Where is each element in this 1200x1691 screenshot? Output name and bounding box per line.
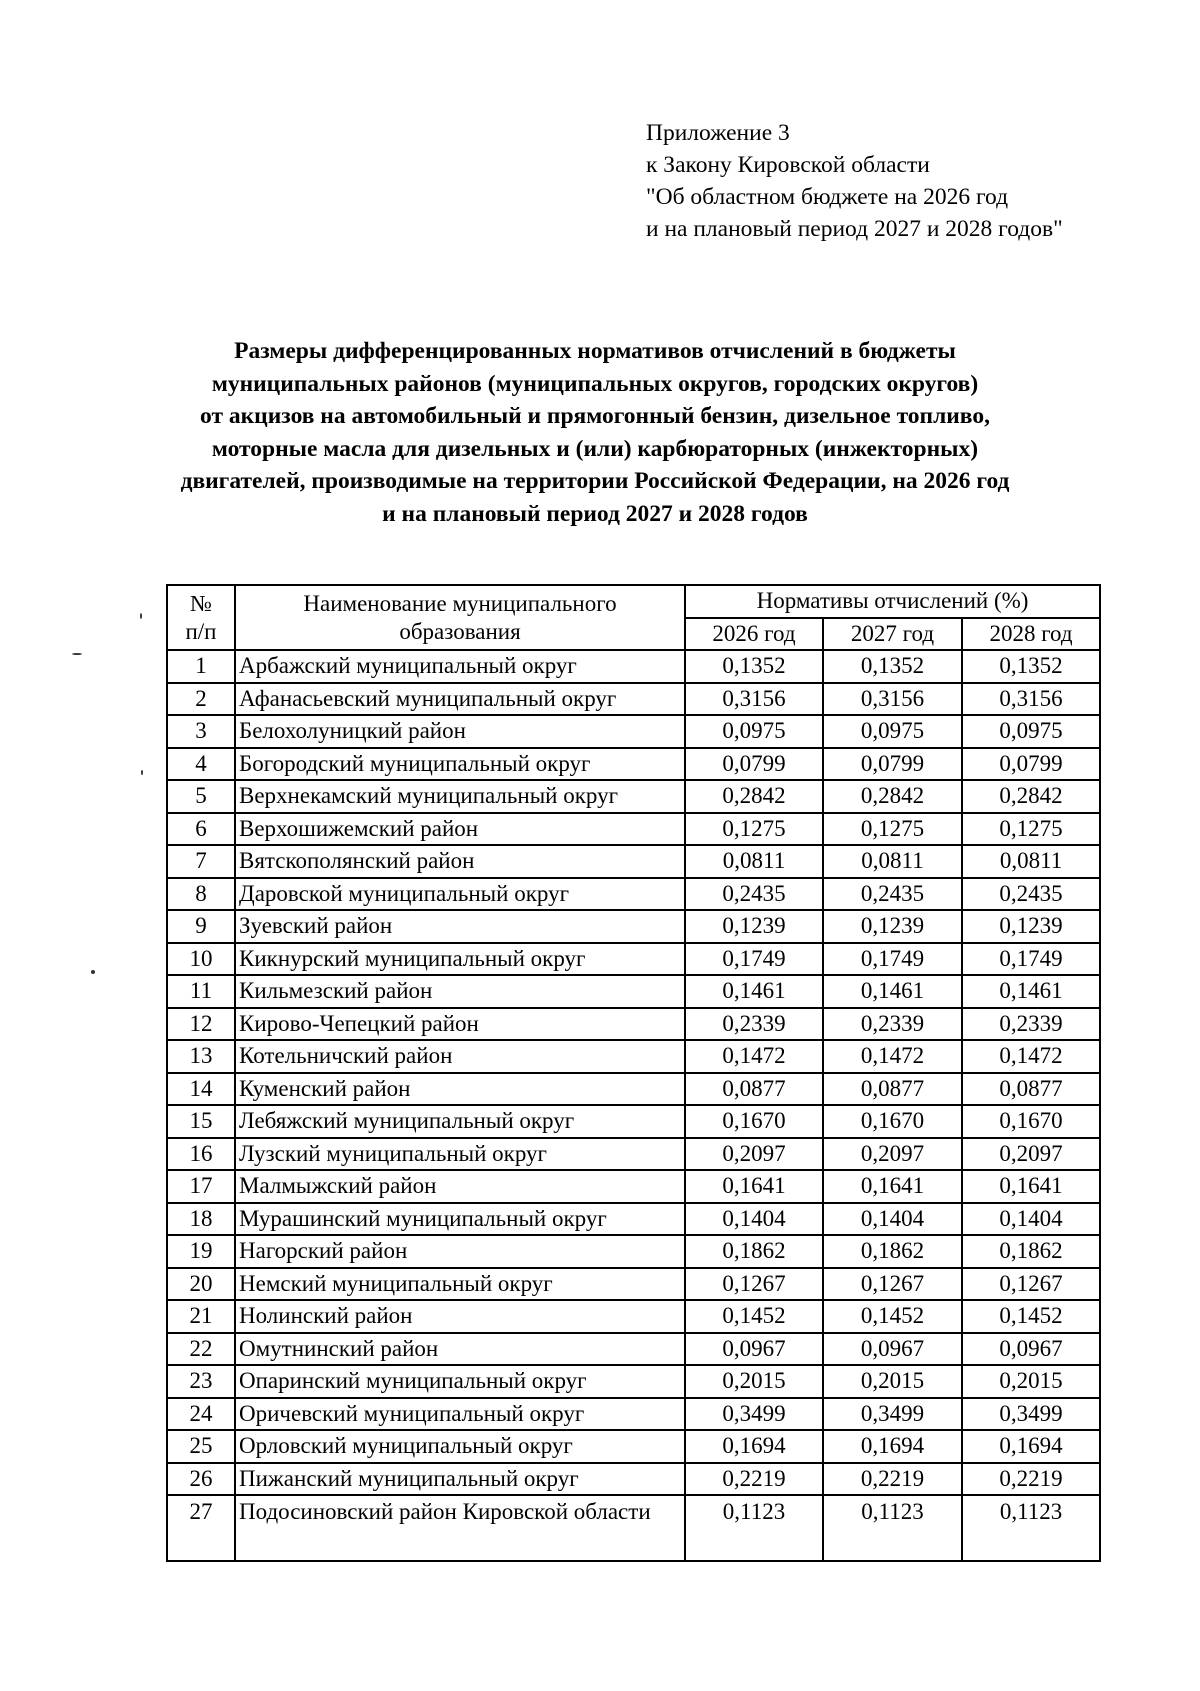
municipality-name: Лебяжский муниципальный округ (235, 1105, 685, 1138)
scan-speck (140, 613, 142, 619)
norm-2026: 0,2015 (685, 1365, 823, 1398)
table-row (167, 780, 1100, 813)
header-year-2026: 2026 год (685, 618, 823, 651)
row-number: 6 (167, 813, 235, 846)
norm-2027: 0,1670 (823, 1105, 962, 1138)
norm-2028: 0,1749 (962, 943, 1100, 976)
table-row (167, 1300, 1100, 1333)
municipality-name: Верхнекамский муниципальный округ (235, 780, 685, 813)
title-line: и на плановый период 2027 и 2028 годов (382, 500, 808, 527)
row-number: 3 (167, 715, 235, 748)
norm-2026: 0,2339 (685, 1008, 823, 1041)
norm-2026: 0,1275 (685, 813, 823, 846)
norm-2027: 0,2219 (823, 1463, 962, 1496)
row-number: 22 (167, 1333, 235, 1366)
norm-2026: 0,0967 (685, 1333, 823, 1366)
norm-2028: 0,1123 (962, 1495, 1100, 1561)
row-number: 1 (167, 650, 235, 683)
norm-2026: 0,1267 (685, 1268, 823, 1301)
scan-speck (91, 970, 95, 974)
header-year-2028: 2028 год (962, 618, 1100, 651)
norm-2027: 0,1267 (823, 1268, 962, 1301)
table-row (167, 715, 1100, 748)
norm-2027: 0,1862 (823, 1235, 962, 1268)
norm-2028: 0,0799 (962, 748, 1100, 781)
norm-2028: 0,1472 (962, 1040, 1100, 1073)
norm-2026: 0,2842 (685, 780, 823, 813)
row-number: 24 (167, 1398, 235, 1431)
municipality-name: Нагорский район (235, 1235, 685, 1268)
row-number: 10 (167, 943, 235, 976)
norm-2027: 0,2015 (823, 1365, 962, 1398)
row-number: 8 (167, 878, 235, 911)
table-body (167, 650, 1100, 1561)
norm-2026: 0,1670 (685, 1105, 823, 1138)
norms-table (166, 584, 1101, 1562)
norm-2027: 0,1275 (823, 813, 962, 846)
municipality-name: Кильмезский район (235, 975, 685, 1008)
norm-2026: 0,0877 (685, 1073, 823, 1106)
title-line: муниципальных районов (муниципальных округов, городских округов) (211, 370, 979, 397)
norm-2027: 0,1123 (823, 1495, 962, 1561)
norm-2028: 0,0975 (962, 715, 1100, 748)
table-row (167, 1040, 1100, 1073)
appendix-line: Приложение 3 (646, 120, 790, 146)
norm-2027: 0,0967 (823, 1333, 962, 1366)
header-year-2027: 2027 год (823, 618, 962, 651)
municipality-name: Белохолуницкий район (235, 715, 685, 748)
row-number: 14 (167, 1073, 235, 1106)
table-row (167, 650, 1100, 683)
municipality-name: Опаринский муниципальный округ (235, 1365, 685, 1398)
row-number: 21 (167, 1300, 235, 1333)
norm-2026: 0,3156 (685, 683, 823, 716)
norm-2027: 0,2435 (823, 878, 962, 911)
row-number: 20 (167, 1268, 235, 1301)
norm-2026: 0,1123 (685, 1495, 823, 1561)
municipality-name: Зуевский район (235, 910, 685, 943)
norm-2028: 0,2219 (962, 1463, 1100, 1496)
row-number: 11 (167, 975, 235, 1008)
row-number: 27 (167, 1495, 235, 1561)
norm-2027: 0,2842 (823, 780, 962, 813)
municipality-name: Лузский муниципальный округ (235, 1138, 685, 1171)
norm-2028: 0,2842 (962, 780, 1100, 813)
appendix-header (646, 117, 1063, 245)
municipality-name: Нолинский район (235, 1300, 685, 1333)
norm-2027: 0,1641 (823, 1170, 962, 1203)
table-header (167, 585, 1100, 650)
municipality-name: Куменский район (235, 1073, 685, 1106)
norm-2027: 0,1472 (823, 1040, 962, 1073)
table-row (167, 845, 1100, 878)
header-norms-group: Нормативы отчислений (%) (685, 585, 1100, 618)
norm-2027: 0,0799 (823, 748, 962, 781)
municipality-name: Афанасьевский муниципальный округ (235, 683, 685, 716)
table-row (167, 1430, 1100, 1463)
norm-2026: 0,1472 (685, 1040, 823, 1073)
municipality-name: Кикнурский муниципальный округ (235, 943, 685, 976)
row-number: 4 (167, 748, 235, 781)
norm-2027: 0,1239 (823, 910, 962, 943)
norm-2027: 0,2097 (823, 1138, 962, 1171)
norm-2026: 0,2219 (685, 1463, 823, 1496)
norm-2028: 0,1352 (962, 650, 1100, 683)
title-line: Размеры дифференцированных нормативов отчислений в бюджеты (234, 338, 956, 364)
document-title (150, 335, 1040, 530)
norm-2028: 0,1641 (962, 1170, 1100, 1203)
row-number: 16 (167, 1138, 235, 1171)
norm-2028: 0,1670 (962, 1105, 1100, 1138)
norm-2026: 0,2097 (685, 1138, 823, 1171)
norm-2027: 0,1404 (823, 1203, 962, 1236)
table-row (167, 1203, 1100, 1236)
norm-2027: 0,1352 (823, 650, 962, 683)
table-row (167, 1495, 1100, 1561)
norm-2027: 0,2339 (823, 1008, 962, 1041)
norm-2028: 0,0967 (962, 1333, 1100, 1366)
norm-2028: 0,2015 (962, 1365, 1100, 1398)
table-row (167, 1365, 1100, 1398)
norm-2027: 0,3499 (823, 1398, 962, 1431)
norm-2026: 0,1452 (685, 1300, 823, 1333)
norm-2028: 0,0811 (962, 845, 1100, 878)
norm-2028: 0,2097 (962, 1138, 1100, 1171)
municipality-name: Мурашинский муниципальный округ (235, 1203, 685, 1236)
row-number: 9 (167, 910, 235, 943)
municipality-name: Верхошижемский район (235, 813, 685, 846)
title-line: моторные масла для дизельных и (или) карбюраторных (инжекторных) (211, 435, 979, 462)
appendix-line: и на плановый период 2027 и 2028 годов" (646, 216, 1063, 242)
municipality-name: Даровской муниципальный округ (235, 878, 685, 911)
norm-2027: 0,0877 (823, 1073, 962, 1106)
norm-2027: 0,1749 (823, 943, 962, 976)
row-number: 25 (167, 1430, 235, 1463)
norm-2026: 0,3499 (685, 1398, 823, 1431)
norm-2026: 0,1862 (685, 1235, 823, 1268)
municipality-name: Малмыжский район (235, 1170, 685, 1203)
municipality-name: Оричевский муниципальный округ (235, 1398, 685, 1431)
row-number: 12 (167, 1008, 235, 1041)
norm-2026: 0,1641 (685, 1170, 823, 1203)
norm-2028: 0,1694 (962, 1430, 1100, 1463)
municipality-name: Пижанский муниципальный округ (235, 1463, 685, 1496)
norm-2028: 0,1239 (962, 910, 1100, 943)
norm-2028: 0,2435 (962, 878, 1100, 911)
norm-2028: 0,3156 (962, 683, 1100, 716)
norm-2026: 0,1404 (685, 1203, 823, 1236)
norm-2027: 0,1694 (823, 1430, 962, 1463)
table-row (167, 1008, 1100, 1041)
municipality-name: Омутнинский район (235, 1333, 685, 1366)
norm-2027: 0,0975 (823, 715, 962, 748)
table-row (167, 943, 1100, 976)
norm-2026: 0,1239 (685, 910, 823, 943)
table-row (167, 1105, 1100, 1138)
table-row (167, 878, 1100, 911)
norm-2027: 0,3156 (823, 683, 962, 716)
row-number: 13 (167, 1040, 235, 1073)
table-row (167, 1333, 1100, 1366)
scan-speck (141, 770, 143, 775)
norm-2028: 0,1404 (962, 1203, 1100, 1236)
norm-2028: 0,1275 (962, 813, 1100, 846)
norm-2026: 0,0975 (685, 715, 823, 748)
row-number: 23 (167, 1365, 235, 1398)
norm-2026: 0,1694 (685, 1430, 823, 1463)
title-line: от акцизов на автомобильный и прямогонный бензин, дизельное топливо, (200, 403, 990, 429)
norm-2028: 0,3499 (962, 1398, 1100, 1431)
table-row (167, 975, 1100, 1008)
norm-2026: 0,1352 (685, 650, 823, 683)
row-number: 18 (167, 1203, 235, 1236)
municipality-name: Богородский муниципальный округ (235, 748, 685, 781)
municipality-name: Котельничский район (235, 1040, 685, 1073)
row-number: 17 (167, 1170, 235, 1203)
table-row (167, 1268, 1100, 1301)
header-number-line2: п/п (185, 618, 217, 644)
norm-2027: 0,1461 (823, 975, 962, 1008)
norm-2026: 0,1461 (685, 975, 823, 1008)
appendix-line: к Закону Кировской области (646, 152, 930, 178)
municipality-name: Арбажский муниципальный округ (235, 650, 685, 683)
table-row (167, 1138, 1100, 1171)
row-number: 2 (167, 683, 235, 716)
table-row (167, 1170, 1100, 1203)
municipality-name: Орловский муниципальный округ (235, 1430, 685, 1463)
appendix-line: "Об областном бюджете на 2026 год (646, 184, 1009, 210)
norm-2028: 0,2339 (962, 1008, 1100, 1041)
table-row (167, 1398, 1100, 1431)
table-row (167, 748, 1100, 781)
norm-2026: 0,2435 (685, 878, 823, 911)
row-number: 26 (167, 1463, 235, 1496)
table-row (167, 683, 1100, 716)
norm-2028: 0,1461 (962, 975, 1100, 1008)
norm-2028: 0,1267 (962, 1268, 1100, 1301)
norm-2028: 0,0877 (962, 1073, 1100, 1106)
municipality-name: Кирово-Чепецкий район (235, 1008, 685, 1041)
norm-2026: 0,1749 (685, 943, 823, 976)
municipality-name: Немский муниципальный округ (235, 1268, 685, 1301)
table-row (167, 910, 1100, 943)
norm-2028: 0,1862 (962, 1235, 1100, 1268)
municipality-name: Вятскополянский район (235, 845, 685, 878)
row-number: 7 (167, 845, 235, 878)
table-row (167, 1463, 1100, 1496)
table-row (167, 1235, 1100, 1268)
scan-speck (72, 653, 82, 655)
row-number: 19 (167, 1235, 235, 1268)
table-row (167, 813, 1100, 846)
title-line: двигателей, производимые на территории Российской Федерации, на 2026 год (180, 468, 1010, 494)
norm-2026: 0,0799 (685, 748, 823, 781)
header-number (167, 585, 235, 650)
header-number-line1: № (190, 590, 212, 616)
table-row (167, 1073, 1100, 1106)
norm-2028: 0,1452 (962, 1300, 1100, 1333)
municipality-name: Подосиновский район Кировской области (235, 1495, 685, 1561)
norm-2027: 0,1452 (823, 1300, 962, 1333)
row-number: 5 (167, 780, 235, 813)
row-number: 15 (167, 1105, 235, 1138)
norm-2027: 0,0811 (823, 845, 962, 878)
norm-2026: 0,0811 (685, 845, 823, 878)
header-name: Наименование муниципального образования (235, 585, 685, 650)
